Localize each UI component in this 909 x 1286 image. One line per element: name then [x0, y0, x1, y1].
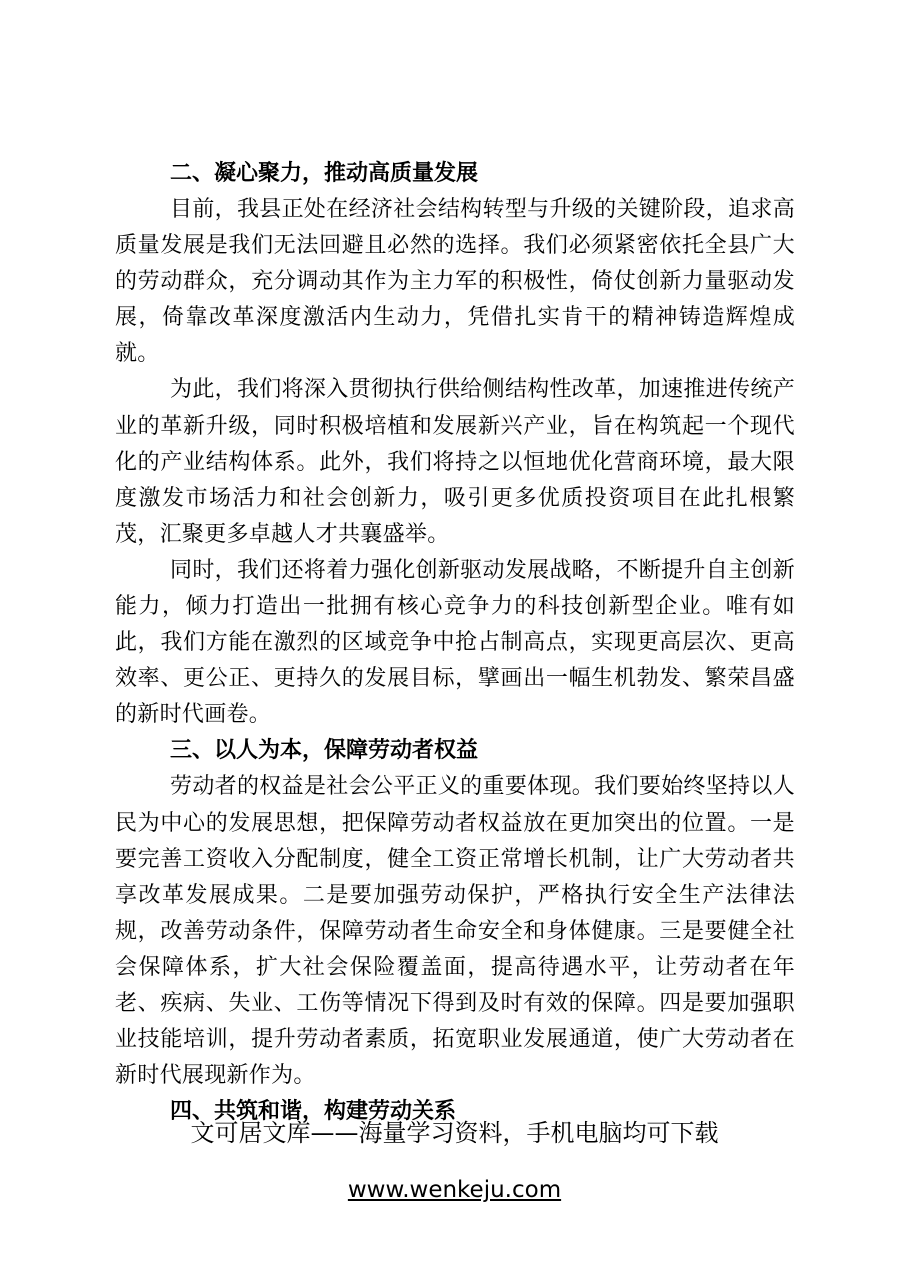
- footer-url-link[interactable]: www.wenkeju.com: [347, 1177, 562, 1203]
- paragraph: 目前，我县正处在经济社会结构转型与升级的关键阶段，追求高质量发展是我们无法回避且必然的选择。我们必须紧密依托全县广大的劳动群众，充分调动其作为主力军的积极性，倚仗创新力量驱动发展，倚靠改革深度激活内生动力，凭借扎实肯干的精神铸造辉煌成就。: [115, 197, 795, 367]
- paragraph: 劳动者的权益是社会公平正义的重要体现。我们要始终坚持以人民为中心的发展思想，把保障劳动者权益放在更加突出的位置。一是要完善工资收入分配制度，健全工资正常增长机制，让广大劳动者共享改革发展成果。二是要加强劳动保护，严格执行安全生产法律法规，改善劳动条件，保障劳动者生命安全和身体健康。三是要健全社会保障体系，扩大社会保险覆盖面，提高待遇水平，让劳动者在年老、疾病、失业、工伤等情况下得到及时有效的保障。四是要加强职业技能培训，提升劳动者素质，拓宽职业发展通道，使广大劳动者在新时代展现新作为。: [115, 774, 795, 1089]
- section-heading-2: 二、凝心聚力，推动高质量发展: [170, 161, 479, 186]
- paragraph: 为此，我们将深入贯彻执行供给侧结构性改革，加速推进传统产业的革新升级，同时积极培植和发展新兴产业，旨在构筑起一个现代化的产业结构体系。此外，我们将持之以恒地优化营商环境，最大限度激发市场活力和社会创新力，吸引更多优质投资项目在此扎根繁茂，汇聚更多卓越人才共襄盛举。: [115, 377, 795, 547]
- footer-url-container: [0, 1174, 909, 1206]
- paragraph: 同时，我们还将着力强化创新驱动发展战略，不断提升自主创新能力，倾力打造出一批拥有核心竞争力的科技创新型企业。唯有如此，我们方能在激烈的区域竞争中抢占制高点，实现更高层次、更高效率、更公正、更持久的发展目标，擘画出一幅生机勃发、繁荣昌盛的新时代画卷。: [115, 557, 795, 728]
- section-heading-3: 三、以人为本，保障劳动者权益: [170, 738, 479, 764]
- document-body: [115, 156, 795, 1130]
- footer-title: 文可居文库——海量学习资料，手机电脑均可下载: [190, 1119, 719, 1147]
- section-heading-4: 四、共筑和谐，构建劳动关系: [170, 1099, 457, 1125]
